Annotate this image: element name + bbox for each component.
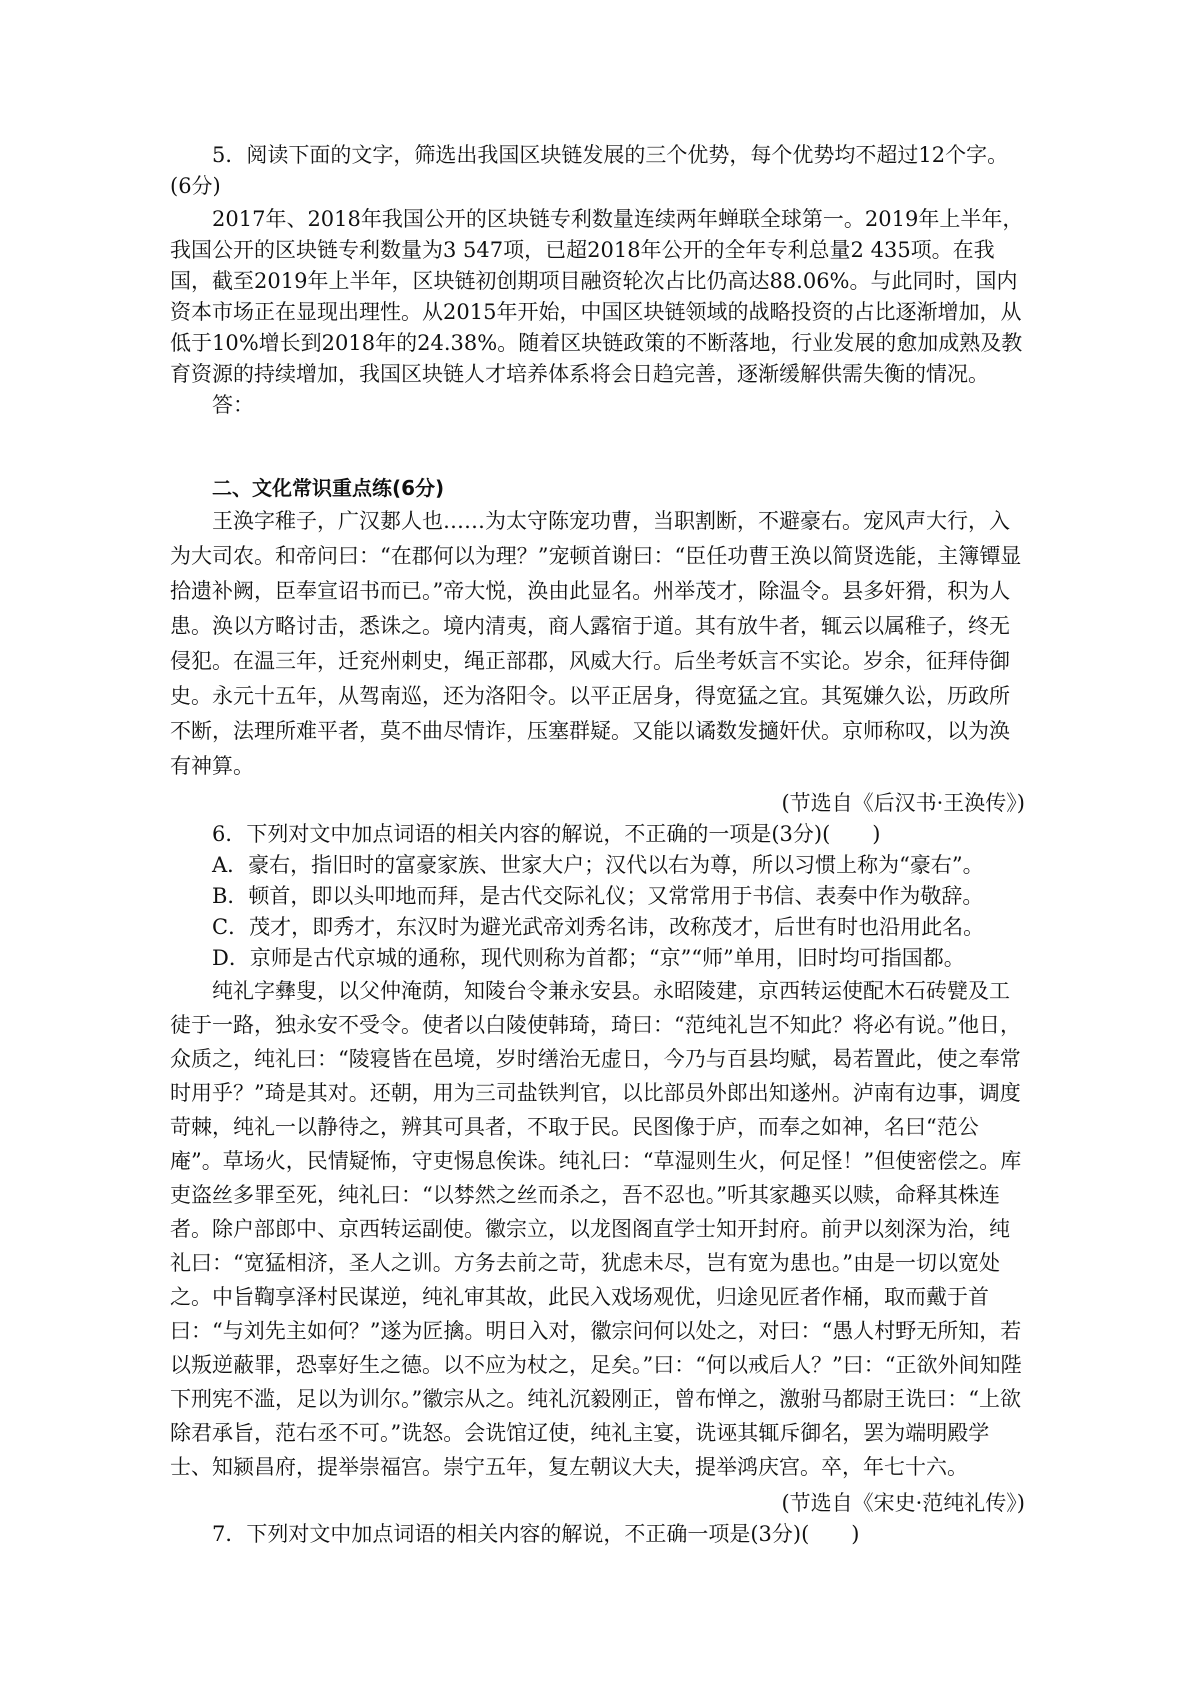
fan-chunli-passage: 纯礼字彝叟，以父仲淹荫，知陵台令兼永安县。永昭陵建，京西转运使配木石砖甓及工徒于一路，独永安不受令。使者以白陵使韩琦，琦曰：“范纯礼岂不知此？将必有说。”他日，众质之，纯礼曰：“陵寝皆在邑境，岁时缮治无虚日，今乃与百县均赋，曷若置此，使之奉常时用乎？”琦是其对。还朝，用为三司盐铁判官，以比部员外郎出知遂州。泸南有边事，调度苛棘，纯礼一以静待之，辨其可具者，不取于民。民图像于庐，而奉之如神，名曰“范公庵”。草场火，民情疑怖，守吏惕息俟诛。纯礼曰：“草湿则生火，何足怪！”但使密偿之。库吏盗丝多罪至死，纯礼曰：“以棼然之丝而杀之，吾不忍也。”听其家趣买以赎，命释其株连者。除户部郎中、京西转运副使。徽宗立，以龙图阁直学士知开封府。前尹以刻深为治，纯礼曰：“宽猛相济，圣人之训。方务去前之苛，犹虑未尽，岂有宽为患也。”由是一切以宽处之。中旨鞫享泽村民谋逆，纯礼审其故，此民入戏场观优，归途见匠者作桶，取而戴于首曰：“与刘先主如何？”遂为匠擒。明日入对，徽宗问何以处之，对曰：“愚人村野无所知，若以叛逆蔽罪，恐辜好生之德。以不应为杖之，足矣。”曰：“何以戒后人？”曰：“正欲外间知陛下刑宪不滥，足以为训尔。”徽宗从之。纯礼沉毅刚正，曾布惮之，激驸马都尉王诜曰：“上欲除君承旨，范右丞不可。”诜怒。会诜馆辽使，纯礼主宴，诜诬其辄斥御名，罢为端明殿学士、知颍昌府，提举崇福宫。崇宁五年，复左朝议大夫，提举鸿庆宫。卒，年七十六。 [170, 979, 1022, 1479]
question-5-passage: 2017年、2018年我国公开的区块链专利数量连续两年蝉联全球第一。2019年上半年，我国公开的区块链专利数量为3 547项，已超2018年公开的全年专利总量2 435项。在我国，截至2019年上半年，区块链初创期项目融资轮次占比仍高达88.06%。与此同时，国内资本市场正在显现出理性。从2015年开始，中国区块链领域的战略投资的占比逐渐增加，从低于10%增长到2018年的24.38%。随着区块链政策的不断落地，行业发展的愈加成熟及教育资源的持续增加，我国区块链人才培养体系将会日趋完善，逐渐缓解供需失衡的情况。 [170, 207, 1024, 386]
question-5-stem: 5．阅读下面的文字，筛选出我国区块链发展的三个优势，每个优势均不超过12个字。(6分) [170, 143, 1009, 198]
question-6-option-a: A．豪右，指旧时的富豪家族、世家大户；汉代以右为尊，所以习惯上称为“豪右”。 [212, 853, 984, 877]
question-6-option-c: C．茂才，即秀才，东汉时为避光武帝刘秀名讳，改称茂才，后世有时也沿用此名。 [212, 915, 985, 939]
question-6-option-b: B．顿首，即以头叩地而拜，是古代交际礼仪；又常常用于书信、表奏中作为敬辞。 [212, 884, 984, 908]
source-citation-2: (节选自《宋史·范纯礼传》) [781, 1491, 1025, 1515]
question-5 [170, 140, 1025, 421]
section-2 [170, 473, 1025, 1550]
question-6-option-d: D．京师是古代京城的通称，现代则称为首都；“京”“师”单用，旧时均可指国都。 [212, 946, 965, 970]
section-2-title: 二、文化常识重点练(6分) [212, 476, 445, 500]
wang-huan-passage: 王涣字稚子，广汉郪人也……为太守陈宠功曹，当职割断，不避豪右。宠风声大行，入为大司农。和帝问曰：“在郡何以为理？”宠顿首谢曰：“臣任功曹王涣以简贤选能，主簿镡显拾遗补阙，臣奉宣诏书而已。”帝大悦，涣由此显名。州举茂才，除温令。县多奸猾，积为人患。涣以方略讨击，悉诛之。境内清夷，商人露宿于道。其有放牛者，辄云以属稚子，终无侵犯。在温三年，迁兖州刺史，绳正部郡，风威大行。后坐考妖言不实论。岁余，征拜侍御史。永元十五年，从驾南巡，还为洛阳令。以平正居身，得宽猛之宜。其冤嫌久讼，历政所不断，法理所难平者，莫不曲尽情诈，压塞群疑。又能以谲数发擿奸伏。京师称叹，以为涣有神算。 [170, 509, 1022, 778]
question-7-stem: 7．下列对文中加点词语的相关内容的解说，不正确一项是(3分)( ) [212, 1522, 860, 1546]
answer-label: 答： [212, 393, 254, 417]
source-citation-1: (节选自《后汉书·王涣传》) [781, 791, 1025, 815]
document-page [170, 140, 1025, 1550]
question-6-stem: 6．下列对文中加点词语的相关内容的解说，不正确的一项是(3分)( ) [212, 822, 881, 846]
